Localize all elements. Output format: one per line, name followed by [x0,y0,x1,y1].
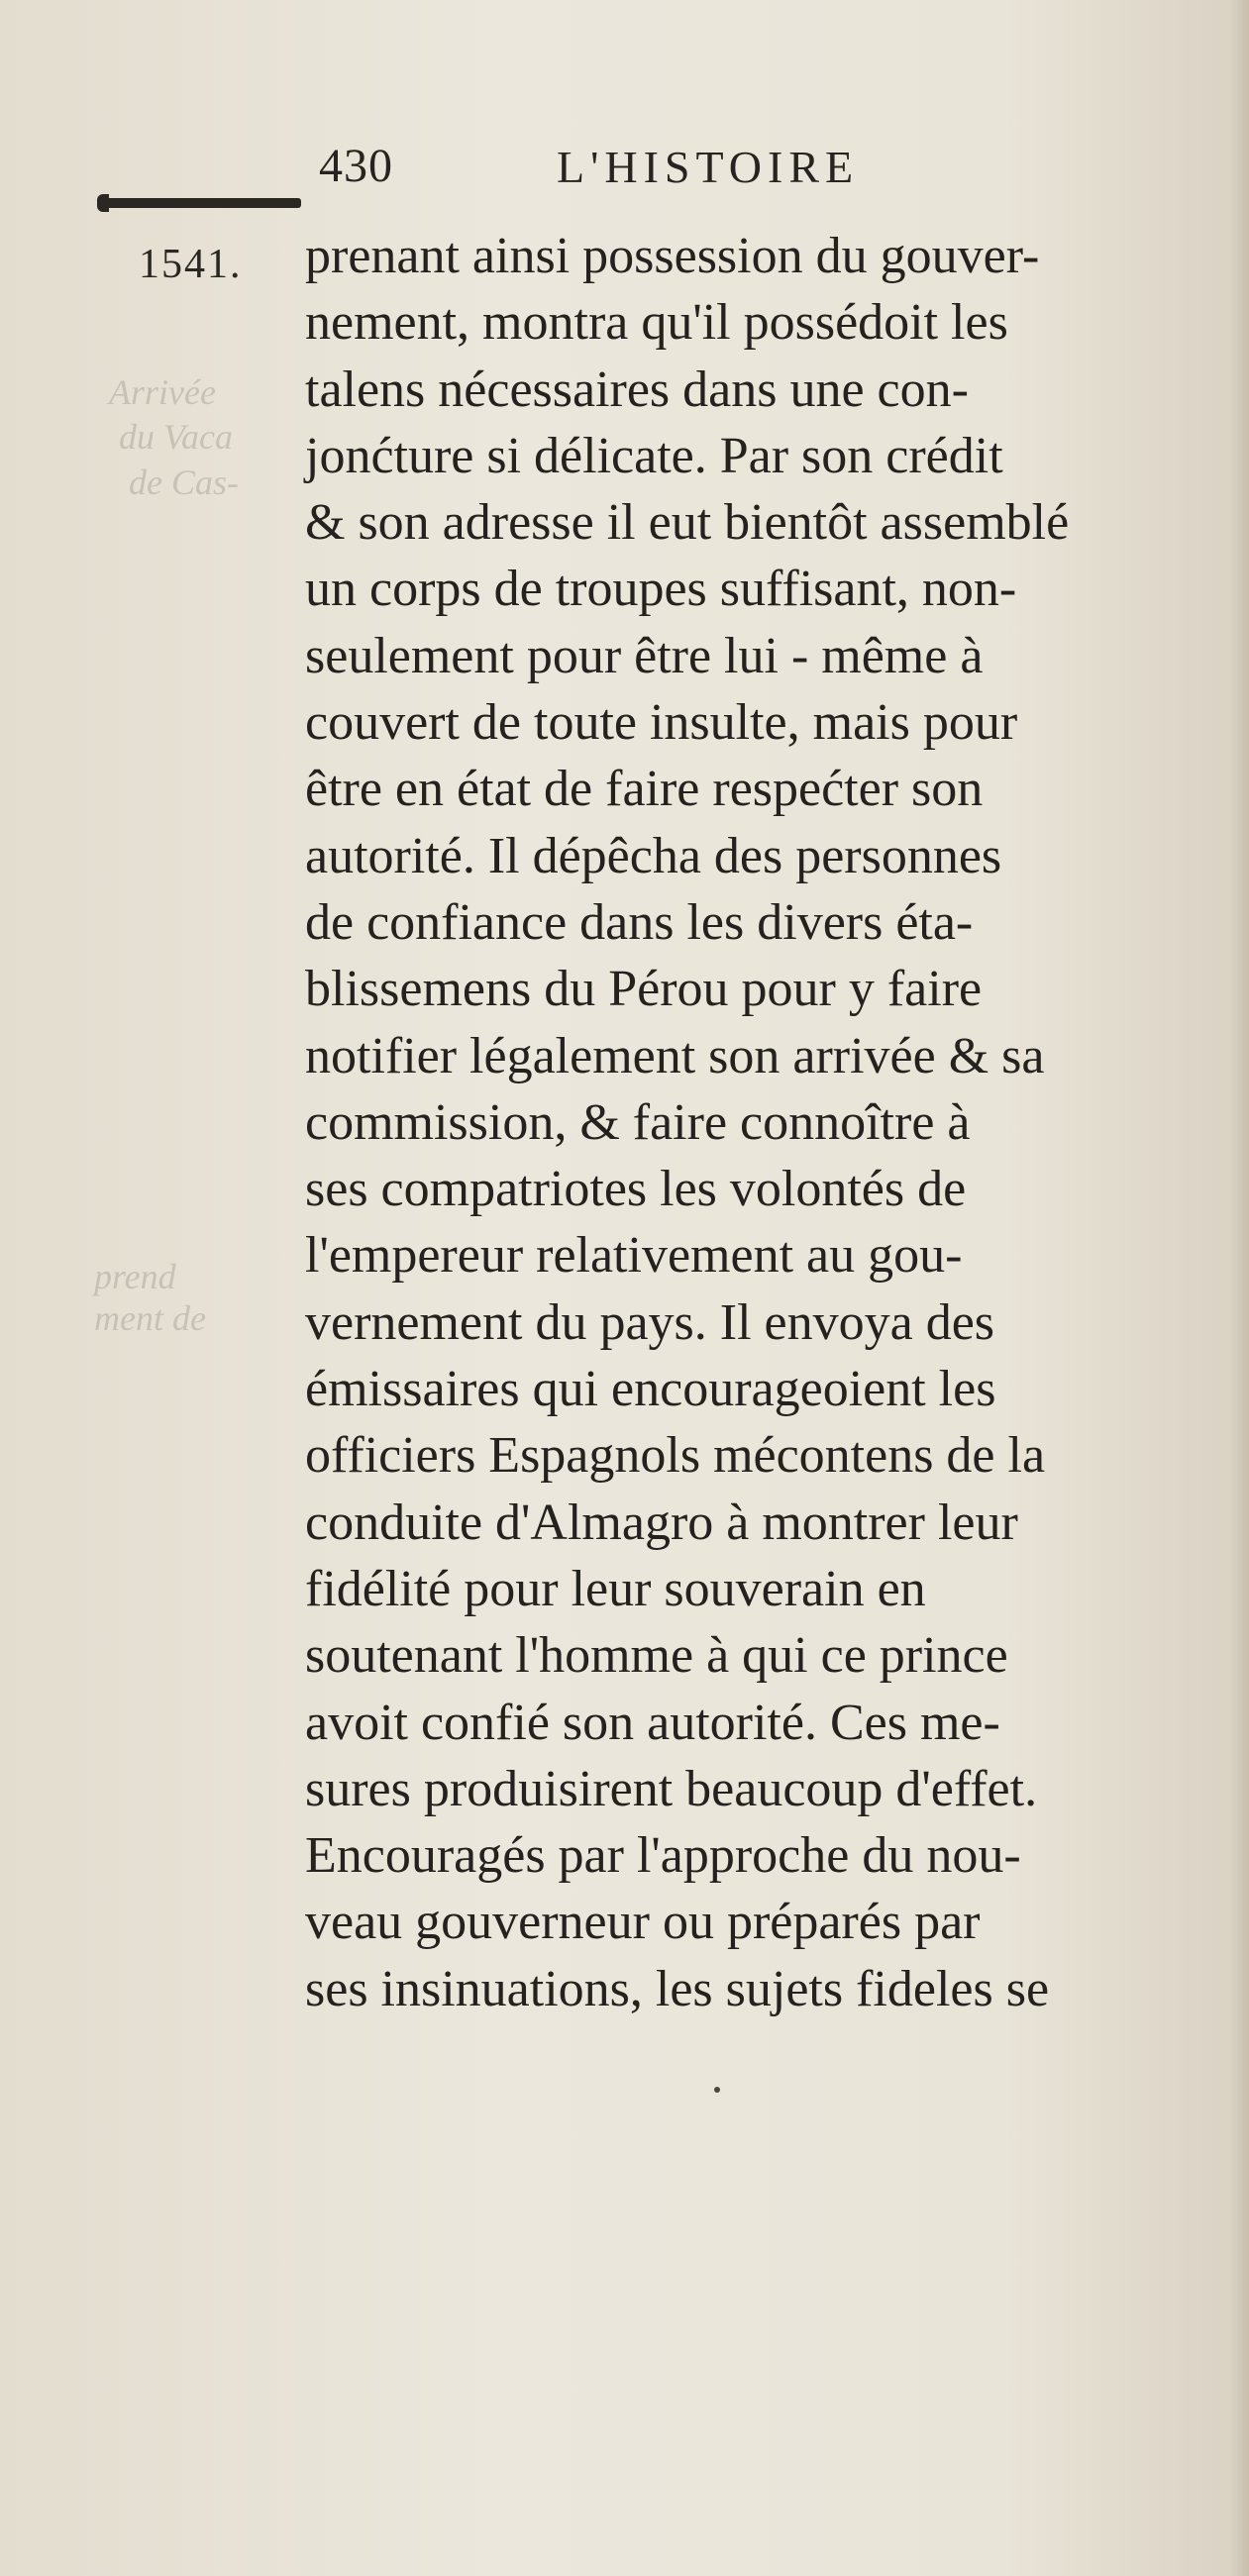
text-line: être en état de faire respećter son [305,761,984,818]
text-line: blissemens du Pérou pour y faire [305,961,983,1018]
text-line: sures produisirent beaucoup d'effet. [305,1760,1038,1817]
text-line: conduite d'Almagro à montrer leur [305,1494,1018,1551]
text-line: prenant ainsi possession du gouver- [305,228,1040,284]
bleed-through-text: du Vaca [119,417,233,457]
text-line: officiers Espagnols mécontens de la [305,1427,1046,1485]
text-line: émissaires qui encourageoient les [305,1361,996,1418]
text-line: veau gouverneur ou préparés par [305,1894,981,1951]
text-line: de confiance dans les divers éta- [305,893,974,951]
text-line: Encouragés par l'approche du nou- [305,1827,1021,1885]
text-line: seulement pour être lui - même à [305,627,984,684]
ink-speck [714,2087,720,2093]
text-line: jonćture si délicate. Par son crédit [305,427,1003,484]
text-line: ses insinuations, les sujets fideles se [305,1960,1050,2017]
running-title: L'HISTOIRE [557,142,860,192]
bleed-through-text: Arrivée [109,372,216,412]
page-number: 430 [319,140,393,192]
text-line: talens nécessaires dans une con- [305,361,969,418]
text-line: fidélité pour leur souverain en [305,1560,926,1617]
bleed-through-text: ment de [94,1298,206,1338]
header-rule [103,198,301,208]
text-line: soutenant l'homme à qui ce prince [305,1627,1008,1685]
text-line: & son adresse il eut bientôt assemblé [305,494,1070,552]
text-line: nement, montra qu'il possédoit les [305,294,1008,352]
page-header [319,139,1111,198]
margin-year: 1541. [139,242,243,287]
text-line: couvert de toute insulte, mais pour [305,694,1018,752]
text-line: avoit confié son autorité. Ces me- [305,1694,1000,1751]
body-text [305,223,1197,2022]
bleed-through-text: prend [94,1257,176,1296]
text-line: vernement du pays. Il envoya des [305,1293,995,1351]
text-line: l'empereur relativement au gou- [305,1227,963,1285]
page-edge-shadow [1229,0,1249,2576]
text-line: ses compatriotes les volontés de [305,1161,967,1218]
text-line: autorité. Il dépêcha des personnes [305,827,1002,884]
text-line: notifier légalement son arrivée & sa [305,1027,1045,1084]
bleed-through-text: de Cas- [129,463,239,502]
text-line: un corps de troupes suffisant, non- [305,561,1017,618]
text-line: commission, & faire connoître à [305,1093,971,1151]
